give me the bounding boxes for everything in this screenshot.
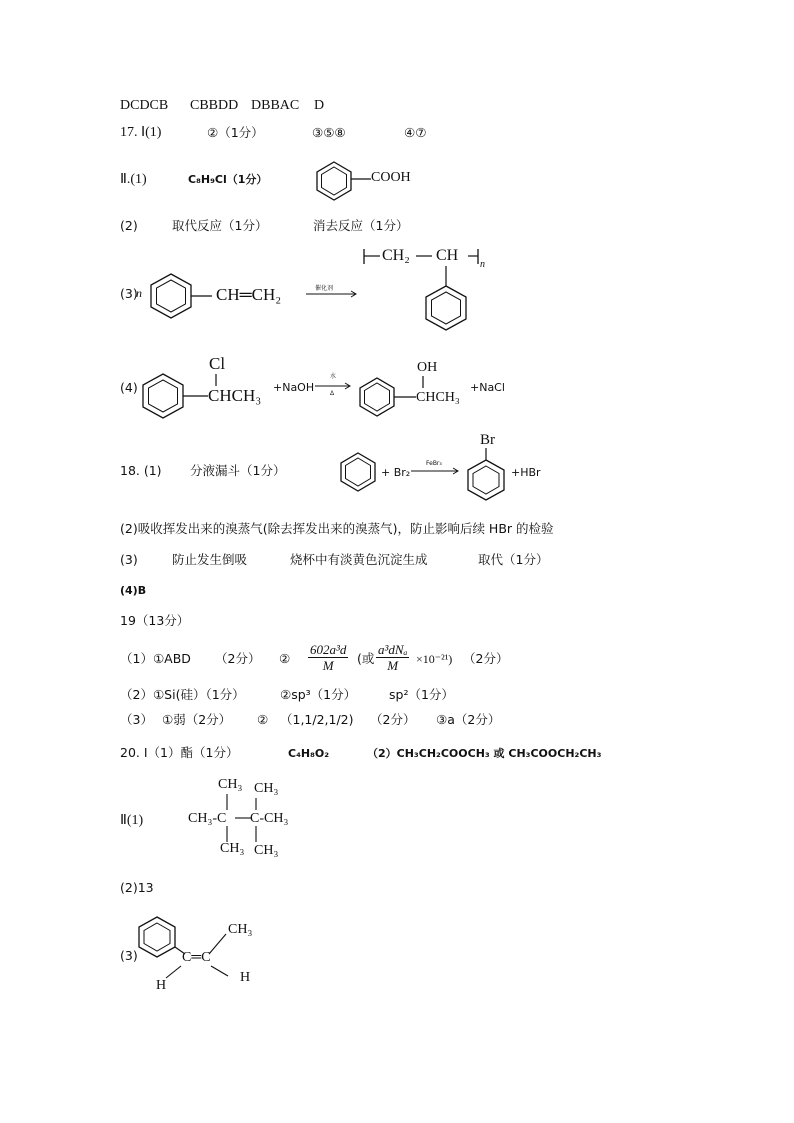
q19-l1-b: （2分）: [215, 651, 261, 666]
q19-l3-b: ①弱（2分）: [162, 712, 232, 727]
q17-ii2-label: (2): [120, 218, 138, 233]
q20-ii1-left-group: CH₃-C: [188, 811, 227, 826]
q18-l3-answer-b: 烧杯中有淡黄色沉淀生成: [290, 552, 428, 567]
q20-ii3-label: (3): [120, 948, 138, 963]
q17-ii4-cond-bottom: Δ: [330, 390, 335, 397]
q19-title: 19（13分）: [120, 613, 190, 628]
answers-group-2: CBBDD: [190, 98, 239, 113]
q17-ii4-oh: OH: [417, 360, 438, 375]
q17-ii4-cond-top: 水: [330, 373, 337, 380]
q17-ii3-styrene-group: CH═CH₂: [216, 285, 282, 304]
benzene-ring-styrene: [148, 272, 218, 318]
q17-ii1-label: Ⅱ.(1): [120, 172, 147, 187]
q17-ii3-label: (3): [120, 286, 138, 301]
q17-ii3-polymer-ch: CH: [436, 247, 459, 264]
answers-group-4: D: [314, 98, 325, 113]
q19-l2-c: sp²（1分）: [389, 687, 454, 702]
q17-i-answer-c: ④⑦: [404, 125, 427, 140]
q20-ii2: (2)13: [120, 880, 154, 895]
q18-br: Br: [480, 432, 495, 448]
q19-fraction-1-denominator: M: [322, 658, 334, 673]
q19-fraction-1-numerator: 602a³d: [310, 642, 347, 657]
q19-l1-c: ②: [279, 651, 291, 666]
q18-l3-label: (3): [120, 552, 138, 567]
q19-l3-e: （2分）: [370, 712, 416, 727]
q19-l2-a: （2）①Si(硅）（1分）: [120, 687, 245, 702]
reaction-arrow-hydrolysis: [315, 382, 355, 390]
q17-ii1-cooh: COOH: [371, 170, 411, 185]
bromobenzene-structure: [466, 448, 510, 504]
polystyrene-structure: [360, 244, 490, 344]
q17-i-label: 17. Ⅰ(1): [120, 125, 162, 140]
q17-ii3-polymer-ch2: CH₂: [382, 247, 410, 264]
q17-ii4-reactant-chch3: CHCH₃: [208, 386, 262, 405]
q19-l3-c: ②: [257, 712, 269, 727]
q19-l3-d: （1,1/2,1/2): [280, 712, 354, 727]
q20-ii3-h-right: H: [240, 970, 251, 985]
q20-i-c: （2）CH₃CH₂COOCH₃ 或 CH₃COOCH₂CH₃: [367, 747, 602, 760]
q18-line4: (4)B: [120, 584, 147, 597]
answers-group-1: DCDCB: [120, 98, 169, 113]
q20-ii1-right-group: C-CH₃: [250, 811, 289, 826]
reaction-arrow-polymerization: [306, 290, 361, 298]
q19-l2-b: ②sp³（1分）: [280, 687, 357, 702]
q19-fraction-2-denominator: M: [387, 658, 399, 673]
q18-l3-answer-c: 取代（1分）: [478, 552, 549, 567]
q17-ii2-answer-a: 取代反应（1分）: [172, 218, 268, 233]
answers-group-3: DBBAC: [251, 98, 300, 113]
q17-i-answer-b: ③⑤⑧: [312, 125, 346, 140]
q20-ii1-ch3-top-right: CH₃: [254, 781, 279, 796]
q17-ii3-coefficient: n: [136, 286, 142, 300]
q19-l1-or: (或: [357, 651, 375, 666]
benzene-ring-phenylethanol: [358, 376, 418, 416]
q20-ii3-h-left: H: [156, 978, 167, 993]
q19-l1-score: （2分）: [463, 651, 509, 666]
q20-i-formula: C₄H₈O₂: [288, 747, 330, 760]
q17-ii4-product-chch3: CHCH₃: [416, 390, 460, 405]
q18-condition: FeBr₃: [426, 460, 442, 467]
q19-fraction-1: [308, 642, 348, 673]
q20-i-a: 20. Ⅰ（1）酯（1分）: [120, 745, 239, 760]
q20-ii3-c-eq-c: C═C: [182, 950, 211, 965]
q18-plus-br2: + Br₂: [381, 466, 411, 479]
q19-l1-power: ×10⁻²¹): [416, 652, 453, 666]
q18-answer-a: 分液漏斗（1分）: [190, 463, 286, 478]
q17-ii3-condition: 催化剂: [315, 285, 334, 292]
benzene-ring-reactant: [340, 452, 380, 492]
q19-l1-a: （1）①ABD: [120, 651, 191, 666]
q19-l3-f: ③a（2分）: [436, 712, 501, 727]
q17-ii2-answer-b: 消去反应（1分）: [313, 218, 409, 233]
q18-line2: (2)吸收挥发出来的溴蒸气(除去挥发出来的溴蒸气)，防止影响后续 HBr 的检验: [120, 521, 554, 536]
q20-ii3-ch3: CH₃: [228, 922, 253, 937]
reaction-arrow-bromination: [411, 467, 463, 475]
q18-label: 18. (1): [120, 463, 162, 478]
q17-i-answer-a: ②（1分）: [207, 125, 264, 140]
q17-ii1-formula: C₈H₉Cl（1分）: [188, 173, 268, 186]
q18-plus-hbr: +HBr: [511, 466, 541, 479]
q17-ii4-plus-naoh: +NaOH: [273, 381, 315, 394]
benzene-ring-chloroethylbenzene: [140, 372, 210, 422]
q20-ii1-label: Ⅱ(1): [120, 813, 144, 828]
q20-ii1-ch3-bottom-right: CH₃: [254, 843, 279, 858]
q20-ii1-ch3-bottom-left: CH₃: [220, 841, 245, 856]
q18-l3-answer-a: 防止发生倒吸: [172, 552, 248, 567]
benzene-ring-benzoic-acid: [315, 160, 375, 200]
q19-l3-a: （3）: [120, 712, 153, 727]
q17-ii3-polymer-n: n: [480, 259, 485, 270]
q19-fraction-2: [376, 642, 409, 673]
q17-ii4-label: (4): [120, 380, 138, 395]
q17-ii4-cl: Cl: [209, 354, 226, 373]
q20-ii1-ch3-top-left: CH₃: [218, 777, 243, 792]
q19-fraction-2-numerator: a³dNₐ: [378, 642, 408, 657]
q20-ii1-bonds: [224, 792, 264, 844]
q17-ii4-plus-nacl: +NaCl: [470, 381, 505, 394]
